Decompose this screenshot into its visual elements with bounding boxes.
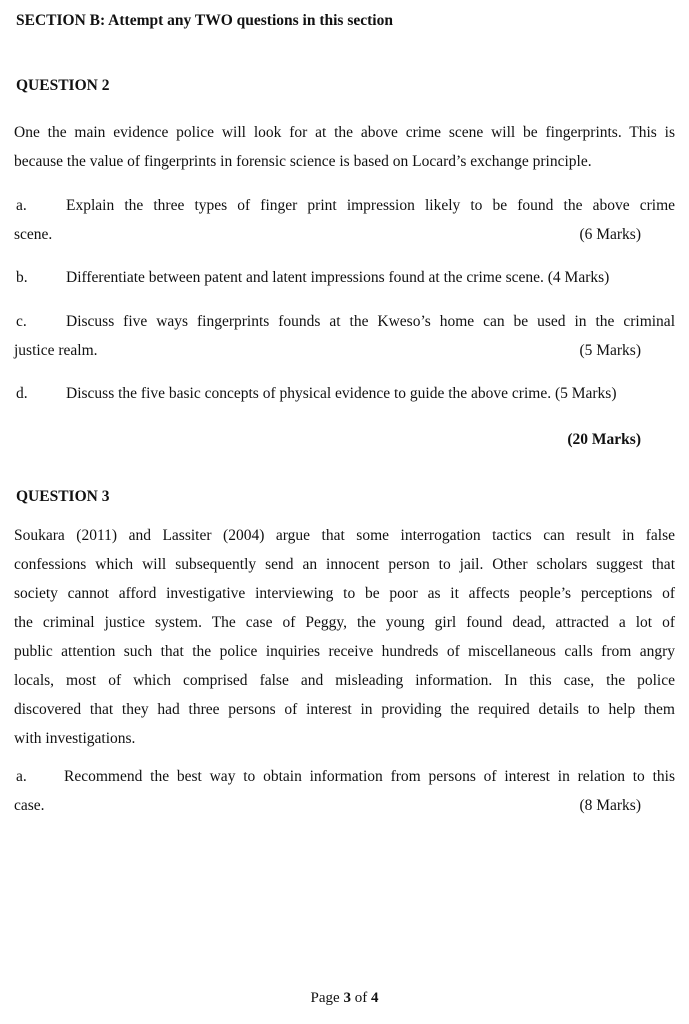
scenario-line: locals, most of which comprised false and misleading information. In this case, the police: [14, 672, 675, 689]
item-text: Discuss the five basic concepts of physical evidence to guide the above crime. (5 Marks): [66, 385, 617, 402]
item-continuation: justice realm.: [14, 342, 98, 359]
question-2-intro: [14, 118, 675, 176]
item-text: Explain the three types of finger print impression likely to be found the above crime: [66, 197, 675, 214]
item-label: c.: [16, 313, 27, 330]
scenario-line: society cannot afford investigative interviewing to be poor as it affects people’s perceptions of: [14, 585, 675, 602]
item-text: Differentiate between patent and latent impressions found at the crime scene. (4 Marks): [66, 269, 610, 286]
footer-of: of: [350, 990, 371, 1006]
intro-line: One the main evidence police will look for at the above crime scene will be fingerprints. This is: [14, 124, 675, 141]
item-label: d.: [16, 385, 28, 402]
question-2a: [14, 191, 675, 249]
item-label: b.: [16, 269, 28, 286]
footer-prefix: Page: [310, 990, 344, 1006]
section-label: SECTION B: [16, 12, 100, 29]
current-page-number: 3: [343, 990, 351, 1006]
question-2-total-marks: (20 Marks): [567, 431, 641, 448]
total-pages-number: 4: [370, 990, 379, 1006]
item-continuation: scene.: [14, 226, 53, 243]
scenario-line: the criminal justice system. The case of Peggy, the young girl found dead, attracted a lot of: [14, 614, 675, 631]
scenario-line: discovered that they had three persons of interest in providing the required details to help them: [14, 701, 675, 718]
question-3a: [14, 762, 675, 820]
question-2d: [14, 379, 675, 408]
scenario-line: confessions which will subsequently send an innocent person to jail. Other scholars suggest that: [14, 556, 675, 573]
item-continuation: case.: [14, 797, 45, 814]
section-instruction: : Attempt any TWO questions in this section: [100, 12, 393, 29]
item-marks: (6 Marks): [579, 226, 641, 243]
scenario-line: Soukara (2011) and Lassiter (2004) argue that some interrogation tactics can result in false: [14, 527, 675, 544]
item-text: Discuss five ways fingerprints founds at the Kweso’s home can be used in the criminal: [66, 313, 675, 330]
item-text: Recommend the best way to obtain information from persons of interest in relation to this: [64, 768, 675, 785]
section-title: [16, 12, 393, 30]
scenario-line: with investigations.: [14, 730, 136, 747]
item-label: a.: [16, 197, 27, 214]
question-3-heading: QUESTION 3: [16, 488, 110, 505]
question-2c: [14, 307, 675, 365]
scenario-line: public attention such that the police inquiries receive hundreds of miscellaneous calls from angry: [14, 643, 675, 660]
question-3-scenario: [14, 521, 675, 753]
item-marks: (8 Marks): [579, 797, 641, 814]
question-2-heading: QUESTION 2: [16, 77, 110, 94]
item-label: a.: [16, 768, 27, 785]
item-marks: (5 Marks): [579, 342, 641, 359]
page-footer: [0, 990, 689, 1007]
question-2b: [14, 263, 675, 292]
intro-line: because the value of fingerprints in forensic science is based on Locard’s exchange principle.: [14, 153, 592, 170]
